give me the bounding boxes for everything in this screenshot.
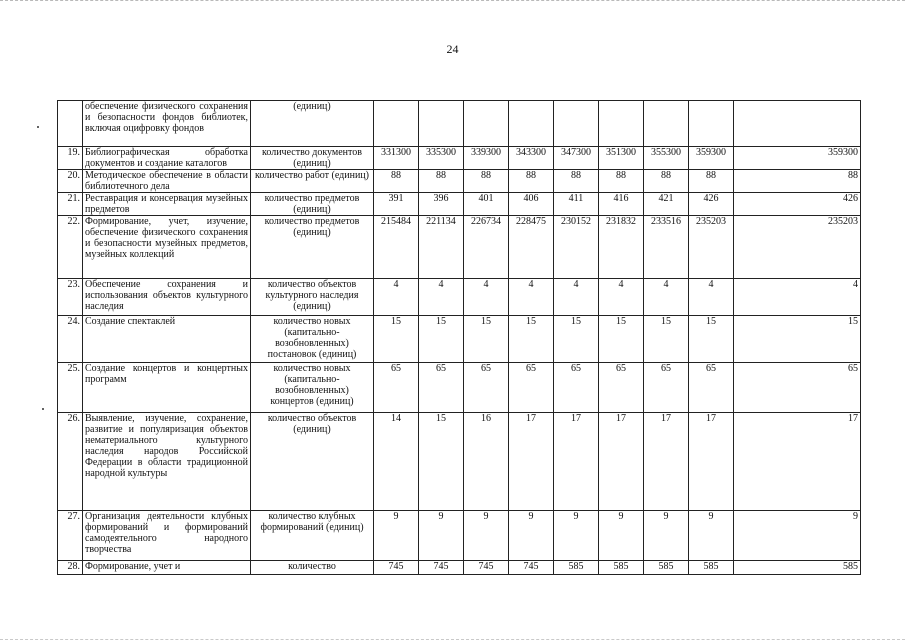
indicator-value: 14 — [374, 413, 419, 511]
indicator-value: 15 — [644, 316, 689, 363]
indicator-value: 396 — [419, 193, 464, 216]
indicator-value: 585 — [689, 561, 734, 575]
page-number: 24 — [446, 42, 459, 56]
indicator-value: 88 — [554, 170, 599, 193]
table-row — [58, 147, 861, 170]
indicator-value: 65 — [644, 363, 689, 413]
indicator-value — [734, 101, 861, 147]
service-description: Создание спектаклей — [83, 316, 251, 363]
indicator-value: 426 — [689, 193, 734, 216]
indicator-value: 17 — [734, 413, 861, 511]
indicator-value: 235203 — [734, 216, 861, 279]
indicator-value: 343300 — [509, 147, 554, 170]
indicator-value: 9 — [689, 511, 734, 561]
indicator-value: 233516 — [644, 216, 689, 279]
indicator-value: 15 — [734, 316, 861, 363]
indicator-value: 235203 — [689, 216, 734, 279]
unit-of-measure: количество предметов (единиц) — [251, 216, 374, 279]
service-description: Организация деятельности клубных формирований и формирований самодеятельного народного творчества — [83, 511, 251, 561]
indicator-value: 65 — [554, 363, 599, 413]
indicator-value — [554, 101, 599, 147]
indicator-value: 745 — [509, 561, 554, 575]
indicator-value: 4 — [689, 279, 734, 316]
unit-of-measure: количество предметов (единиц) — [251, 193, 374, 216]
scan-edge-top — [0, 0, 905, 15]
service-description: Методическое обеспечение в области библиотечного дела — [83, 170, 251, 193]
row-number: 24. — [58, 316, 83, 363]
indicator-value: 347300 — [554, 147, 599, 170]
scan-speck — [42, 408, 44, 410]
unit-of-measure: количество новых (капитально-возобновленных) концертов (единиц) — [251, 363, 374, 413]
indicator-value: 745 — [464, 561, 509, 575]
indicator-value: 4 — [419, 279, 464, 316]
row-number: 28. — [58, 561, 83, 575]
unit-of-measure: количество объектов (единиц) — [251, 413, 374, 511]
indicator-value: 585 — [644, 561, 689, 575]
indicator-value: 65 — [374, 363, 419, 413]
row-number: 26. — [58, 413, 83, 511]
indicator-value: 15 — [419, 413, 464, 511]
indicator-value — [644, 101, 689, 147]
indicator-value: 88 — [644, 170, 689, 193]
indicator-value: 9 — [554, 511, 599, 561]
table-row — [58, 216, 861, 279]
indicator-value: 416 — [599, 193, 644, 216]
indicator-value: 88 — [689, 170, 734, 193]
unit-of-measure: количество работ (единиц) — [251, 170, 374, 193]
indicator-value: 228475 — [509, 216, 554, 279]
indicator-value: 331300 — [374, 147, 419, 170]
service-description: Создание концертов и концертных программ — [83, 363, 251, 413]
service-description: Формирование, учет, изучение, обеспечение физического сохранения и безопасности музейных предметов, музейных коллекций — [83, 216, 251, 279]
indicator-value: 215484 — [374, 216, 419, 279]
scan-edge-bottom — [0, 631, 905, 640]
indicator-value: 421 — [644, 193, 689, 216]
indicator-value: 4 — [644, 279, 689, 316]
indicator-value: 406 — [509, 193, 554, 216]
indicator-value: 339300 — [464, 147, 509, 170]
indicator-value: 15 — [554, 316, 599, 363]
service-description: обеспечение физического сохранения и безопасности фондов библиотек, включая оцифровку фондов — [83, 101, 251, 147]
unit-of-measure: количество новых (капитально-возобновленных) постановок (единиц) — [251, 316, 374, 363]
indicator-value — [419, 101, 464, 147]
table-row — [58, 413, 861, 511]
indicator-value: 745 — [374, 561, 419, 575]
indicator-value: 65 — [689, 363, 734, 413]
indicator-value: 359300 — [734, 147, 861, 170]
indicator-value: 15 — [464, 316, 509, 363]
indicator-value: 231832 — [599, 216, 644, 279]
indicator-value: 226734 — [464, 216, 509, 279]
indicator-value: 230152 — [554, 216, 599, 279]
indicator-value: 585 — [599, 561, 644, 575]
indicator-value: 15 — [599, 316, 644, 363]
indicator-value: 426 — [734, 193, 861, 216]
indicator-value: 65 — [464, 363, 509, 413]
row-number: 21. — [58, 193, 83, 216]
indicator-value — [464, 101, 509, 147]
indicator-value: 391 — [374, 193, 419, 216]
row-number: 27. — [58, 511, 83, 561]
indicator-value: 17 — [599, 413, 644, 511]
indicator-value: 9 — [644, 511, 689, 561]
indicator-value — [599, 101, 644, 147]
indicator-value: 359300 — [689, 147, 734, 170]
indicator-value: 335300 — [419, 147, 464, 170]
table-row — [58, 279, 861, 316]
indicator-value: 4 — [374, 279, 419, 316]
indicator-value: 9 — [419, 511, 464, 561]
row-number: 22. — [58, 216, 83, 279]
indicator-value: 585 — [734, 561, 861, 575]
indicator-value: 16 — [464, 413, 509, 511]
indicator-value: 9 — [509, 511, 554, 561]
indicator-value: 9 — [464, 511, 509, 561]
indicator-value: 65 — [734, 363, 861, 413]
unit-of-measure: количество объектов культурного наследия (единиц) — [251, 279, 374, 316]
table-row — [58, 511, 861, 561]
unit-of-measure: (единиц) — [251, 101, 374, 147]
indicator-value: 351300 — [599, 147, 644, 170]
scan-speck — [37, 126, 39, 128]
indicator-value: 411 — [554, 193, 599, 216]
indicator-value: 4 — [554, 279, 599, 316]
services-table — [57, 100, 861, 575]
indicator-value: 401 — [464, 193, 509, 216]
indicator-value: 88 — [599, 170, 644, 193]
indicator-value: 9 — [599, 511, 644, 561]
indicator-value: 17 — [554, 413, 599, 511]
unit-of-measure: количество — [251, 561, 374, 575]
indicator-value — [509, 101, 554, 147]
indicator-value: 355300 — [644, 147, 689, 170]
table-row — [58, 316, 861, 363]
service-description: Формирование, учет и — [83, 561, 251, 575]
indicator-value: 4 — [464, 279, 509, 316]
indicator-value: 88 — [734, 170, 861, 193]
indicator-value: 15 — [689, 316, 734, 363]
table-row — [58, 170, 861, 193]
indicator-value: 88 — [464, 170, 509, 193]
row-number: 23. — [58, 279, 83, 316]
row-number — [58, 101, 83, 147]
table-row — [58, 193, 861, 216]
indicator-value: 88 — [374, 170, 419, 193]
indicator-value: 4 — [509, 279, 554, 316]
indicator-value: 4 — [734, 279, 861, 316]
indicator-value: 745 — [419, 561, 464, 575]
table-row — [58, 101, 861, 147]
table-row — [58, 363, 861, 413]
indicator-value: 17 — [509, 413, 554, 511]
service-description: Выявление, изучение, сохранение, развитие и популяризация объектов нематериального культурного наследия народов Российской Федерации в области традиционной народной культуры — [83, 413, 251, 511]
indicator-value: 4 — [599, 279, 644, 316]
indicator-value: 88 — [419, 170, 464, 193]
indicator-value: 65 — [509, 363, 554, 413]
indicator-value: 9 — [734, 511, 861, 561]
unit-of-measure: количество документов (единиц) — [251, 147, 374, 170]
indicator-value — [374, 101, 419, 147]
service-description: Библиографическая обработка документов и создание каталогов — [83, 147, 251, 170]
indicator-value: 15 — [374, 316, 419, 363]
indicator-value: 15 — [419, 316, 464, 363]
service-description: Реставрация и консервация музейных предметов — [83, 193, 251, 216]
indicator-value: 585 — [554, 561, 599, 575]
row-number: 25. — [58, 363, 83, 413]
indicator-value — [689, 101, 734, 147]
table-row — [58, 561, 861, 575]
unit-of-measure: количество клубных формирований (единиц) — [251, 511, 374, 561]
indicator-value: 17 — [689, 413, 734, 511]
indicator-value: 17 — [644, 413, 689, 511]
row-number: 19. — [58, 147, 83, 170]
service-description: Обеспечение сохранения и использования объектов культурного наследия — [83, 279, 251, 316]
indicator-value: 65 — [599, 363, 644, 413]
indicator-value: 65 — [419, 363, 464, 413]
indicator-value: 88 — [509, 170, 554, 193]
indicator-value: 221134 — [419, 216, 464, 279]
row-number: 20. — [58, 170, 83, 193]
indicator-value: 9 — [374, 511, 419, 561]
indicator-value: 15 — [509, 316, 554, 363]
